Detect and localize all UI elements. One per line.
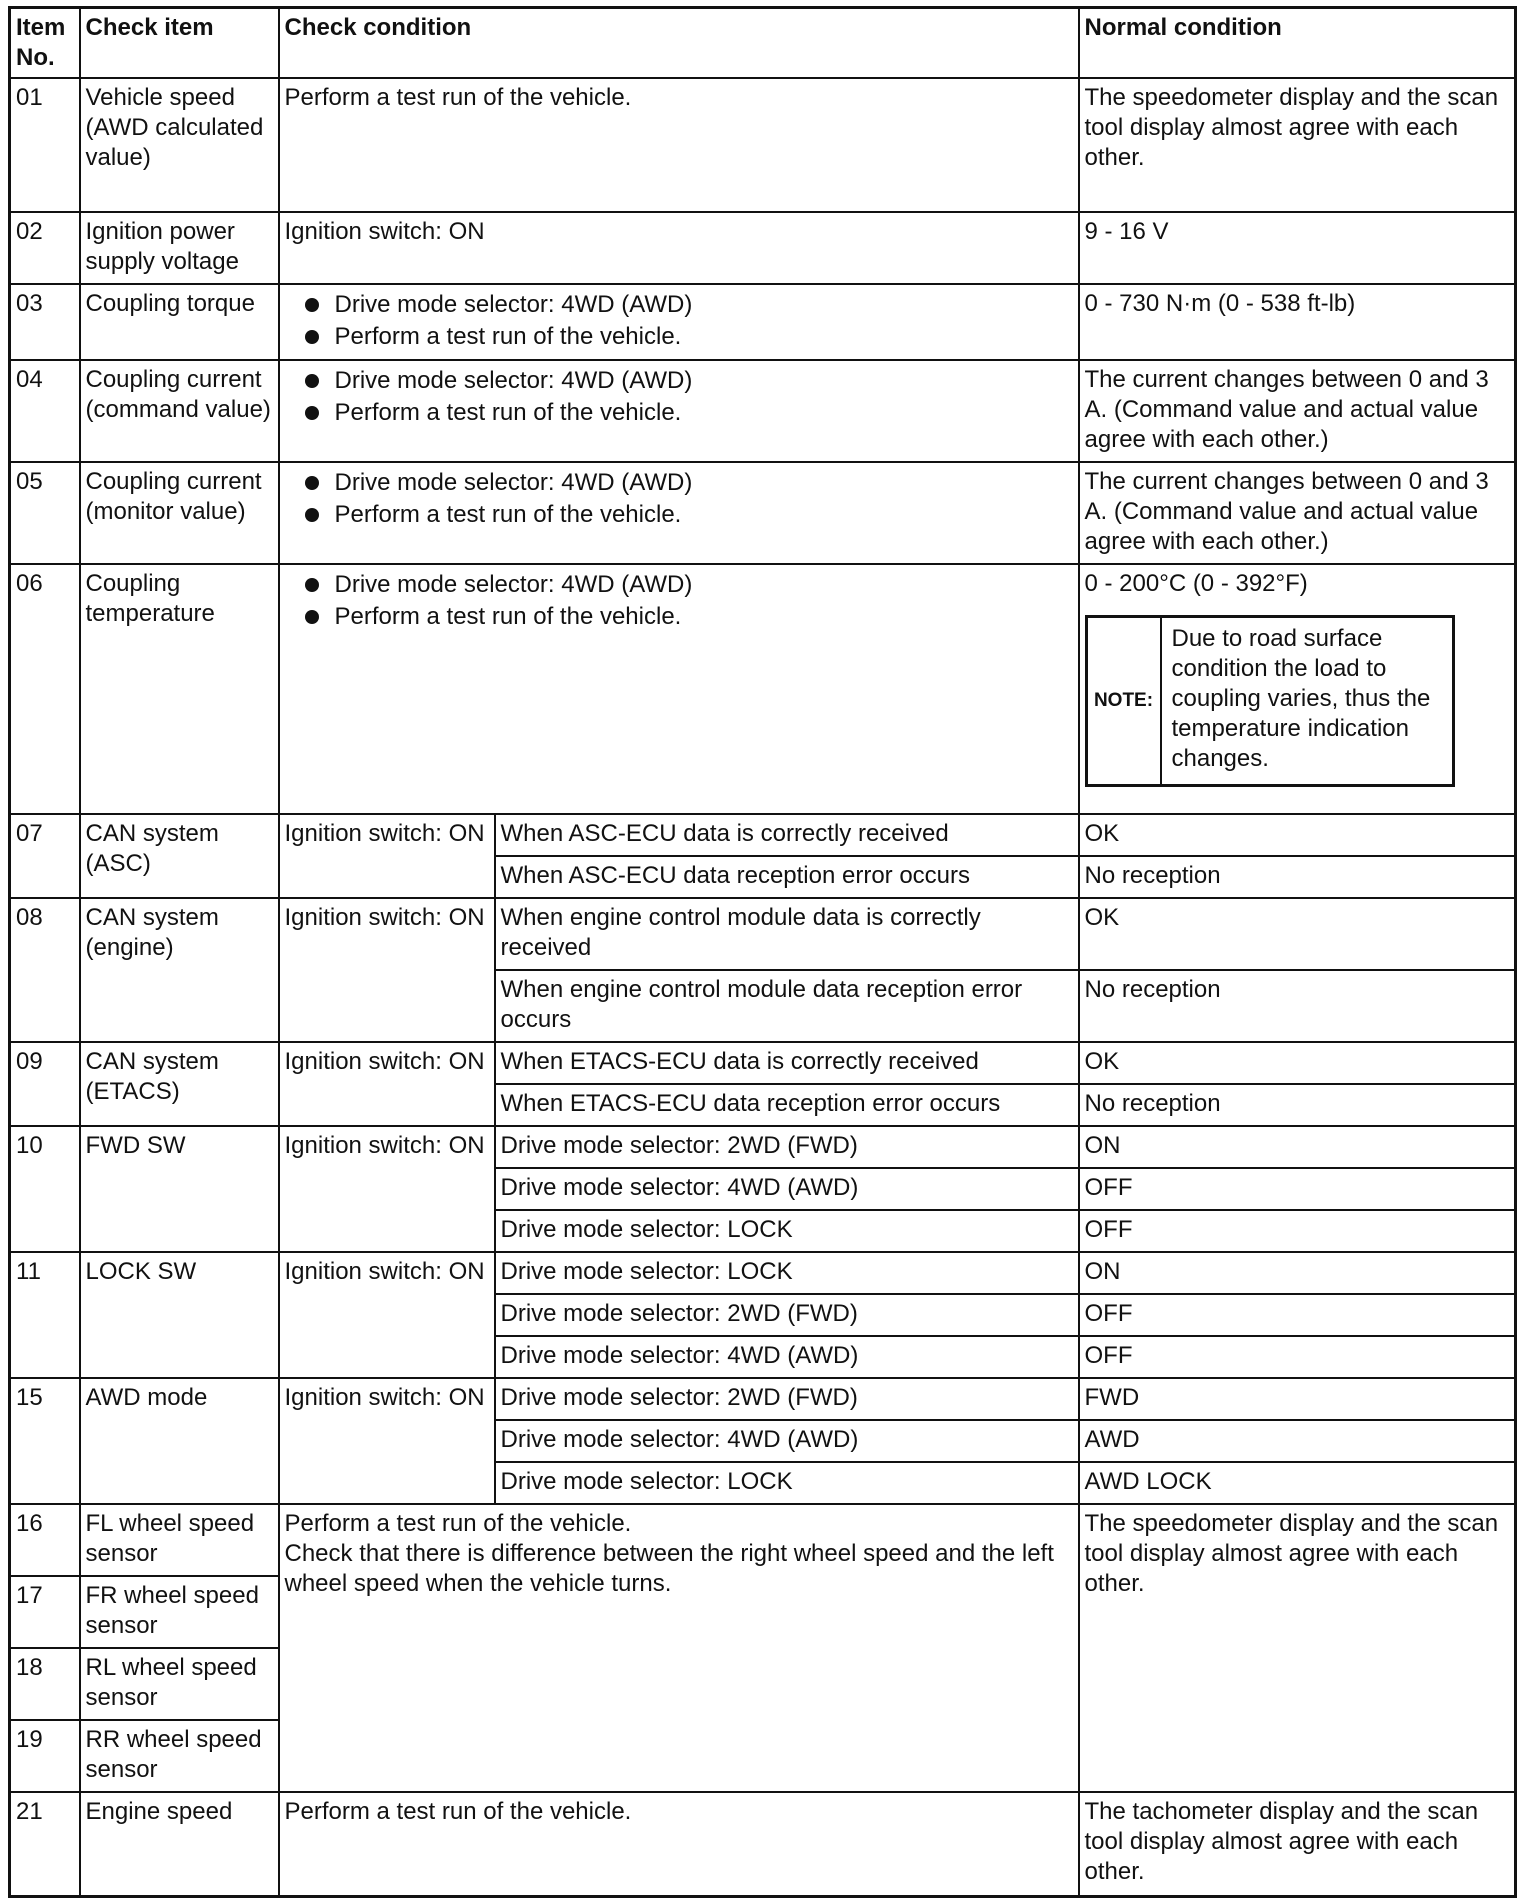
check-condition	[279, 564, 1079, 814]
normal-condition: No reception	[1079, 856, 1516, 898]
item-no: 03	[10, 284, 80, 360]
check-item: RR wheel speed sensor	[80, 1720, 279, 1792]
check-condition	[279, 462, 1079, 564]
check-condition-switch: Ignition switch: ON	[279, 814, 495, 898]
bullet-item: Perform a test run of the vehicle.	[303, 499, 1073, 531]
check-condition	[279, 360, 1079, 462]
check-condition: Ignition switch: ON	[279, 212, 1079, 284]
item-no: 10	[10, 1126, 80, 1252]
item-no: 16	[10, 1504, 80, 1576]
table-row	[10, 78, 1516, 212]
bullet-icon	[305, 298, 319, 312]
check-condition-detail: When ETACS-ECU data is correctly received	[495, 1042, 1079, 1084]
bullet-icon	[305, 610, 319, 624]
normal-condition: 0 - 730 N·m (0 - 538 ft-lb)	[1079, 284, 1516, 360]
header-check-condition: Check condition	[279, 8, 1079, 79]
normal-condition: FWD	[1079, 1378, 1516, 1420]
bullet-icon	[305, 374, 319, 388]
bullet-item: Drive mode selector: 4WD (AWD)	[303, 569, 1073, 601]
normal-condition: The current changes between 0 and 3 A. (Command value and actual value agree with each other.)	[1079, 462, 1516, 564]
header-item-no: Item No.	[10, 8, 80, 79]
bullet-icon	[305, 508, 319, 522]
normal-condition: AWD	[1079, 1420, 1516, 1462]
note-label: NOTE:	[1088, 618, 1162, 784]
table-row	[10, 1252, 1516, 1294]
item-no: 11	[10, 1252, 80, 1378]
check-item: LOCK SW	[80, 1252, 279, 1378]
check-condition-detail: Drive mode selector: 2WD (FWD)	[495, 1126, 1079, 1168]
normal-condition: OK	[1079, 814, 1516, 856]
item-no: 18	[10, 1648, 80, 1720]
check-condition-detail: Drive mode selector: 4WD (AWD)	[495, 1420, 1079, 1462]
check-item: FWD SW	[80, 1126, 279, 1252]
check-condition-detail: Drive mode selector: 2WD (FWD)	[495, 1294, 1079, 1336]
check-item: Ignition power supply voltage	[80, 212, 279, 284]
normal-condition: ON	[1079, 1126, 1516, 1168]
header-normal-condition: Normal condition	[1079, 8, 1516, 79]
bullet-icon	[305, 476, 319, 490]
normal-condition: OFF	[1079, 1336, 1516, 1378]
check-condition-detail: When engine control module data is correctly received	[495, 898, 1079, 970]
check-condition-detail: Drive mode selector: 2WD (FWD)	[495, 1378, 1079, 1420]
table-row	[10, 1042, 1516, 1084]
check-condition-detail: Drive mode selector: LOCK	[495, 1252, 1079, 1294]
check-condition-switch: Ignition switch: ON	[279, 1042, 495, 1126]
data-list-table-container	[8, 6, 1514, 1898]
table-row	[10, 212, 1516, 284]
normal-condition: The current changes between 0 and 3 A. (Command value and actual value agree with each other.)	[1079, 360, 1516, 462]
normal-condition	[1079, 564, 1516, 814]
check-item: Engine speed	[80, 1792, 279, 1896]
table-row	[10, 814, 1516, 856]
check-condition-detail: Drive mode selector: 4WD (AWD)	[495, 1168, 1079, 1210]
normal-condition: The speedometer display and the scan tool display almost agree with each other.	[1079, 1504, 1516, 1792]
check-condition-detail: Drive mode selector: LOCK	[495, 1462, 1079, 1504]
table-row	[10, 462, 1516, 564]
normal-condition: The tachometer display and the scan tool display almost agree with each other.	[1079, 1792, 1516, 1896]
normal-condition: OFF	[1079, 1210, 1516, 1252]
normal-condition: No reception	[1079, 970, 1516, 1042]
check-item: RL wheel speed sensor	[80, 1648, 279, 1720]
item-no: 06	[10, 564, 80, 814]
note-box	[1085, 615, 1455, 787]
check-item: CAN system (ETACS)	[80, 1042, 279, 1126]
normal-condition: The speedometer display and the scan tool display almost agree with each other.	[1079, 78, 1516, 212]
check-item: CAN system (engine)	[80, 898, 279, 1042]
table-row	[10, 284, 1516, 360]
item-no: 08	[10, 898, 80, 1042]
bullet-item: Drive mode selector: 4WD (AWD)	[303, 365, 1073, 397]
check-item: CAN system (ASC)	[80, 814, 279, 898]
temperature-range: 0 - 200°C (0 - 392°F)	[1084, 570, 1308, 597]
header-check-item: Check item	[80, 8, 279, 79]
bullet-item: Perform a test run of the vehicle.	[303, 601, 1073, 633]
check-item: Coupling current (command value)	[80, 360, 279, 462]
check-condition-detail: When ASC-ECU data reception error occurs	[495, 856, 1079, 898]
item-no: 17	[10, 1576, 80, 1648]
normal-condition: OFF	[1079, 1294, 1516, 1336]
item-no: 05	[10, 462, 80, 564]
normal-condition: 9 - 16 V	[1079, 212, 1516, 284]
table-row	[10, 1504, 1516, 1576]
check-condition-switch: Ignition switch: ON	[279, 898, 495, 1042]
bullet-item: Drive mode selector: 4WD (AWD)	[303, 289, 1073, 321]
item-no: 07	[10, 814, 80, 898]
check-condition-switch: Ignition switch: ON	[279, 1252, 495, 1378]
check-condition-switch: Ignition switch: ON	[279, 1126, 495, 1252]
check-condition: Perform a test run of the vehicle. Check that there is difference between the right wheel speed and the left wheel speed when the vehicle turns.	[279, 1504, 1079, 1792]
check-condition-detail: When ETACS-ECU data reception error occurs	[495, 1084, 1079, 1126]
item-no: 09	[10, 1042, 80, 1126]
data-list-table	[8, 6, 1517, 1898]
bullet-item: Drive mode selector: 4WD (AWD)	[303, 467, 1073, 499]
bullet-item: Perform a test run of the vehicle.	[303, 397, 1073, 429]
item-no: 21	[10, 1792, 80, 1896]
check-condition-switch: Ignition switch: ON	[279, 1378, 495, 1504]
check-condition-detail: Drive mode selector: LOCK	[495, 1210, 1079, 1252]
check-item: Vehicle speed (AWD calculated value)	[80, 78, 279, 212]
check-condition-detail: Drive mode selector: 4WD (AWD)	[495, 1336, 1079, 1378]
check-item: Coupling temperature	[80, 564, 279, 814]
normal-condition: No reception	[1079, 1084, 1516, 1126]
table-row	[10, 1378, 1516, 1420]
check-item: FL wheel speed sensor	[80, 1504, 279, 1576]
check-item: Coupling current (monitor value)	[80, 462, 279, 564]
table-row	[10, 1792, 1516, 1896]
bullet-icon	[305, 406, 319, 420]
table-row	[10, 360, 1516, 462]
normal-condition: ON	[1079, 1252, 1516, 1294]
table-row	[10, 898, 1516, 970]
normal-condition: OK	[1079, 898, 1516, 970]
normal-condition: OFF	[1079, 1168, 1516, 1210]
bullet-item: Perform a test run of the vehicle.	[303, 321, 1073, 353]
check-condition-detail: When ASC-ECU data is correctly received	[495, 814, 1079, 856]
check-condition: Perform a test run of the vehicle.	[279, 78, 1079, 212]
table-row	[10, 564, 1516, 814]
item-no: 04	[10, 360, 80, 462]
normal-condition: OK	[1079, 1042, 1516, 1084]
table-row	[10, 1126, 1516, 1168]
item-no: 02	[10, 212, 80, 284]
item-no: 19	[10, 1720, 80, 1792]
item-no: 15	[10, 1378, 80, 1504]
note-text: Due to road surface condition the load to coupling varies, thus the temperature indication changes.	[1171, 625, 1431, 772]
check-item: AWD mode	[80, 1378, 279, 1504]
bullet-icon	[305, 330, 319, 344]
header-row	[10, 8, 1516, 79]
bullet-icon	[305, 578, 319, 592]
check-condition	[279, 284, 1079, 360]
check-item: FR wheel speed sensor	[80, 1576, 279, 1648]
check-item: Coupling torque	[80, 284, 279, 360]
check-condition: Perform a test run of the vehicle.	[279, 1792, 1079, 1896]
check-condition-detail: When engine control module data reception error occurs	[495, 970, 1079, 1042]
item-no: 01	[10, 78, 80, 212]
normal-condition: AWD LOCK	[1079, 1462, 1516, 1504]
